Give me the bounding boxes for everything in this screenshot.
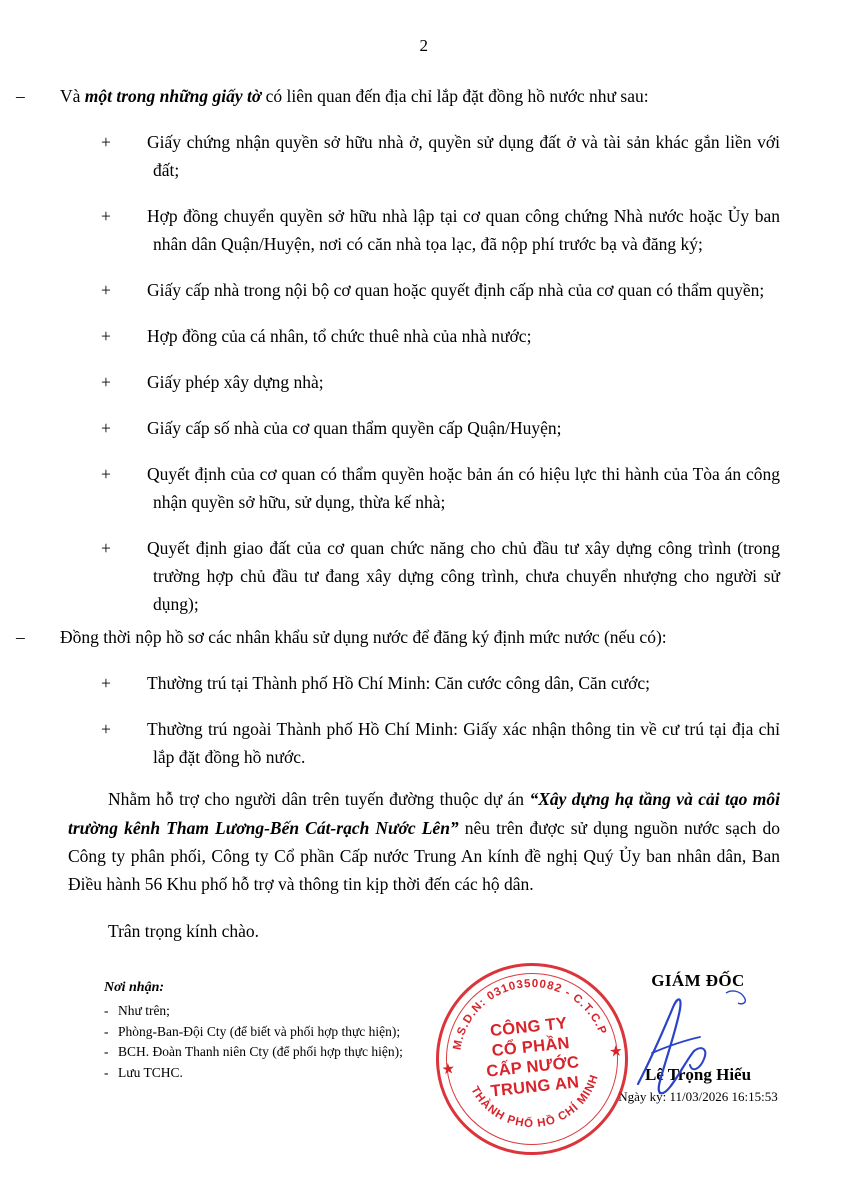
plus-marker: + (101, 417, 111, 438)
recipient-item (104, 1063, 403, 1084)
list-item-text: Quyết định giao đất của cơ quan chức năng cho chủ đầu tư xây dựng công trình (trong trường hợp chủ đầu tư đang xây dựng công trình, chưa chuyển nhượng cho người sử dụng); (147, 537, 780, 615)
list-item (101, 534, 780, 619)
list-item (101, 322, 780, 350)
recipient-text: BCH. Đoàn Thanh niên Cty (để phối hợp thực hiện); (118, 1044, 403, 1060)
recipients-block (104, 977, 403, 1083)
dash-marker: - (104, 1023, 109, 1039)
list-item (101, 669, 780, 697)
signature-zone (68, 971, 780, 1161)
second-section-line (16, 623, 780, 651)
intro-suffix: có liên quan đến địa chỉ lắp đặt đồng hồ nước như sau: (261, 86, 649, 106)
signature-date: Ngày ký: 11/03/2026 16:15:53 (618, 1088, 778, 1104)
plus-marker: + (101, 463, 111, 484)
list-item-text: Thường trú ngoài Thành phố Hồ Chí Minh: Giấy xác nhận thông tin về cư trú tại địa chỉ lắp đặt đồng hồ nước. (147, 718, 780, 767)
page-number: 2 (419, 36, 429, 55)
project-name: “Xây dựng hạ tầng và cải tạo môi trường kênh Tham Lương-Bến Cát-rạch Nước Lên” (68, 789, 780, 838)
list-item (101, 128, 780, 185)
list-item (101, 368, 780, 396)
paragraph-part2: nêu trên được sử dụng nguồn nước sạch do Công ty phân phối, Công ty Cổ phần Cấp nước Trung An kính đề nghị Quý Ủy ban nhân dân, Ban Điều hành 56 Khu phố hỗ trợ và thông tin kịp thời đến các hộ dân. (68, 817, 780, 895)
dash-marker: – (16, 86, 25, 106)
dash-marker: - (104, 1044, 109, 1060)
intro-prefix: Và (60, 86, 85, 106)
list-item-text: Hợp đồng của cá nhân, tổ chức thuê nhà của nhà nước; (147, 326, 532, 347)
recipient-item (104, 1042, 403, 1063)
paragraph-part1: Nhằm hỗ trợ cho người dân trên tuyến đường thuộc dự án (108, 789, 530, 810)
recipient-text: Lưu TCHC. (118, 1064, 183, 1080)
main-paragraph (68, 785, 780, 898)
signature-block (568, 971, 828, 1105)
plus-marker: + (101, 672, 111, 693)
intro-line (16, 82, 780, 110)
list-item-text: Hợp đồng chuyển quyền sở hữu nhà lập tại cơ quan công chứng Nhà nước hoặc Ủy ban nhân dân Quận/Huyện, nơi có căn nhà tọa lạc, đã nộp phí trước bạ và đăng ký; (147, 206, 780, 255)
recipients-title: Nơi nhận: (104, 979, 165, 995)
intro-bold-phrase: một trong những giấy tờ (84, 86, 262, 106)
dash-marker: - (104, 1003, 109, 1019)
stamp-top-arc-text: M.S.D.N: 0310350082 - C.T.C.P (451, 977, 609, 1051)
second-section-item (16, 623, 780, 651)
closing-line: Trân trọng kính chào. (108, 920, 260, 941)
list-item-text: Giấy cấp nhà trong nội bộ cơ quan hoặc quyết định cấp nhà của cơ quan có thẩm quyền; (147, 280, 765, 301)
list-item (101, 460, 780, 517)
signature-name: Lê Trọng Hiếu (644, 1064, 752, 1084)
stamp-line-3: CẤP NƯỚC (485, 1053, 581, 1081)
stamp-bottom-arc-text: THÀNH PHỐ HỒ CHÍ MINH (468, 1072, 601, 1131)
stamp-line-2: CỔ PHẦN (490, 1034, 571, 1061)
list-item (101, 414, 780, 442)
recipient-item (104, 1001, 403, 1022)
recipients-list (104, 1001, 403, 1083)
second-section-text: Đồng thời nộp hồ sơ các nhân khẩu sử dụng nước để đăng ký định mức nước (nếu có): (60, 626, 667, 647)
list-item (101, 202, 780, 259)
stamp-line-4: TRUNG AN (489, 1073, 581, 1101)
recipient-text: Như trên; (118, 1003, 170, 1019)
plus-marker: + (101, 131, 111, 152)
list-item-text: Giấy phép xây dựng nhà; (147, 371, 324, 392)
document-body (16, 82, 780, 945)
recipient-text: Phòng-Ban-Đội Cty (để biết và phối hợp thực hiện); (118, 1023, 401, 1039)
dash-marker: - (104, 1064, 109, 1080)
list-item-text: Giấy chứng nhận quyền sở hữu nhà ở, quyền sử dụng đất ở và tài sản khác gắn liền với đất; (147, 131, 780, 181)
plus-marker: + (101, 718, 111, 739)
signature-title: GIÁM ĐỐC (651, 970, 745, 990)
list-item-text: Thường trú tại Thành phố Hồ Chí Minh: Căn cước công dân, Căn cước; (147, 672, 651, 693)
plus-marker: + (101, 537, 111, 558)
dash-marker: – (16, 626, 25, 647)
stamp-star-right: ★ (608, 1043, 624, 1061)
stamp-star-left: ★ (440, 1061, 456, 1079)
intro-item (16, 82, 780, 110)
list-item-text: Quyết định của cơ quan có thẩm quyền hoặc bản án có hiệu lực thi hành của Tòa án công nhận quyền sở hữu, sử dụng, thừa kế nhà; (147, 463, 780, 512)
plus-marker: + (101, 326, 111, 347)
list-item (101, 276, 780, 304)
stamp-line-1: CÔNG TY (489, 1014, 569, 1041)
recipient-item (104, 1022, 403, 1043)
plus-marker: + (101, 280, 111, 301)
list-item-text: Giấy cấp số nhà của cơ quan thẩm quyền cấp Quận/Huyện; (147, 417, 562, 438)
list-item (101, 715, 780, 772)
plus-marker: + (101, 206, 111, 227)
plus-marker: + (101, 371, 111, 392)
